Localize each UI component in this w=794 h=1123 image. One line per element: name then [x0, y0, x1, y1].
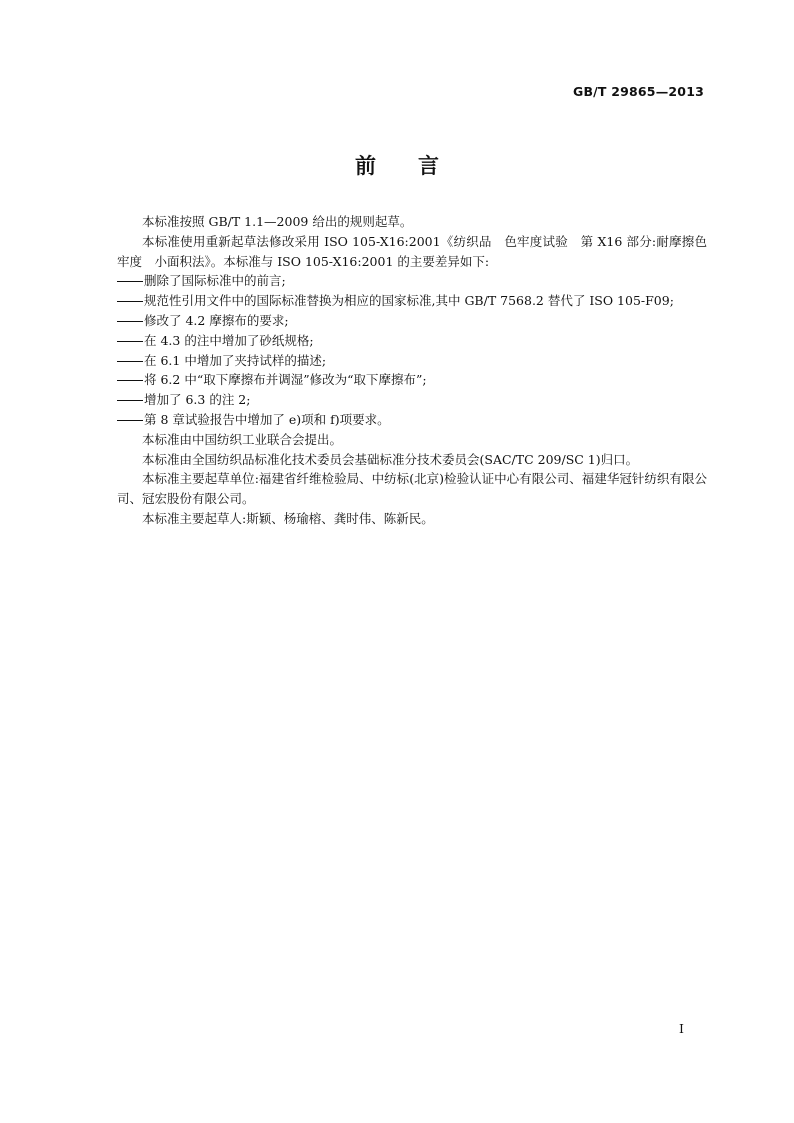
- dash-icon: [117, 321, 143, 322]
- paragraph-proposer: 本标准由中国纺织工业联合会提出。: [142, 431, 343, 447]
- list-item: 将 6.2 中“取下摩擦布并调湿”修改为“取下摩擦布”;: [117, 370, 707, 390]
- dash-icon: [117, 400, 143, 401]
- differences-list: [117, 271, 707, 429]
- document-body: [117, 212, 707, 529]
- list-item: 规范性引用文件中的国际标准替换为相应的国家标准,其中 GB/T 7568.2 替代了 ISO 105-F09;: [117, 291, 707, 311]
- list-item: 增加了 6.3 的注 2;: [117, 390, 707, 410]
- list-item: 第 8 章试验报告中增加了 e)项和 f)项要求。: [117, 410, 707, 430]
- list-item: 修改了 4.2 摩擦布的要求;: [117, 311, 707, 331]
- paragraph-drafters: 本标准主要起草人:斯颖、杨瑜榕、龚时伟、陈新民。: [142, 510, 434, 526]
- paragraph-adoption: 本标准使用重新起草法修改采用 ISO 105-X16:2001《纺织品 色牢度试验 第 X16 部分:耐摩擦色牢度 小面积法》。本标准与 ISO 105-X16:2001 的主要差异如下:: [117, 233, 707, 269]
- dash-icon: [117, 301, 143, 302]
- dash-icon: [117, 281, 143, 282]
- paragraph-drafting-units: 本标准主要起草单位:福建省纤维检验局、中纺标(北京)检验认证中心有限公司、福建华冠针纺织有限公司、冠宏股份有限公司。: [117, 471, 707, 507]
- page-title: 前 言: [355, 154, 439, 178]
- list-item: 在 6.1 中增加了夹持试样的描述;: [117, 351, 707, 371]
- dash-icon: [117, 341, 143, 342]
- paragraph-drafting-rules: 本标准按照 GB/T 1.1—2009 给出的规则起草。: [142, 214, 413, 229]
- list-item: 删除了国际标准中的前言;: [117, 271, 707, 291]
- dash-icon: [117, 420, 143, 421]
- paragraph-committee: 本标准由全国纺织品标准化技术委员会基础标准分技术委员会(SAC/TC 209/SC 1)归口。: [142, 451, 639, 467]
- dash-icon: [117, 361, 143, 362]
- standard-code: GB/T 29865—2013: [572, 84, 704, 99]
- page-number: I: [679, 1021, 684, 1036]
- list-item: 在 4.3 的注中增加了砂纸规格;: [117, 331, 707, 351]
- dash-icon: [117, 380, 143, 381]
